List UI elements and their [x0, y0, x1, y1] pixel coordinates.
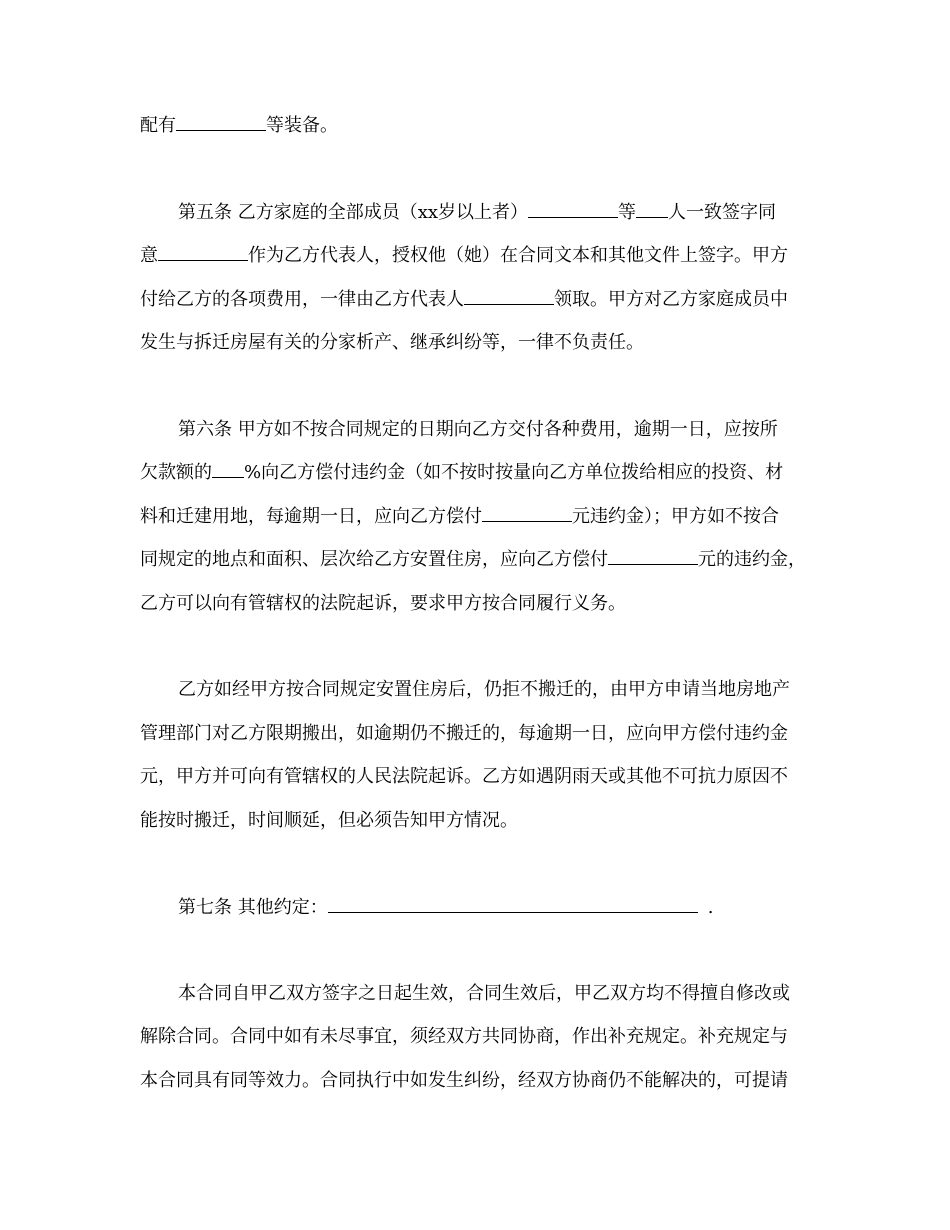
- fill-blank-members: [528, 200, 618, 218]
- article-5-line-4: 发生与拆迁房屋有关的分家析产、继承纠纷等，一律不负责任。: [140, 332, 644, 353]
- text-segment: 第七条 其他约定：: [178, 897, 328, 918]
- text-segment: 付给乙方的各项费用，一律由乙方代表人: [140, 289, 464, 310]
- fill-blank-count: [636, 200, 668, 218]
- text-segment: 人一致签字同: [668, 202, 777, 223]
- fill-blank-penalty-daily: [482, 504, 572, 522]
- text-segment: 等装备。: [266, 115, 338, 136]
- article-6-line-5: 乙方可以向有管辖权的法院起诉，要求甲方按合同履行义务。: [140, 593, 626, 614]
- text-segment: 料和迁建用地，每逾期一日，应向乙方偿付: [140, 506, 482, 527]
- fill-blank-other-terms: [328, 895, 698, 913]
- article-5-line-1: [178, 200, 820, 226]
- text-segment: 同规定的地点和面积、层次给乙方安置住房，应向乙方偿付: [140, 549, 608, 570]
- fill-blank-percent: [212, 460, 244, 478]
- text-segment: 等: [618, 202, 637, 223]
- paragraph-effective-line-1: 本合同自甲乙双方签字之日起生效，合同生效后，甲乙双方均不得擅自修改或: [178, 983, 790, 1004]
- article-6-line-3: [140, 504, 820, 530]
- text-segment: %向乙方偿付违约金（如不按时按量向乙方单位拨给相应的投资、材: [244, 462, 784, 483]
- paragraph-relocation-line-2: 管理部门对乙方限期搬出，如逾期仍不搬迁的，每逾期一日，应向甲方偿付违约金: [140, 723, 788, 744]
- text-segment: 作为乙方代表人，授权他（她）在合同文本和其他文件上签字。甲方: [248, 245, 788, 266]
- paragraph-relocation-line-1: 乙方如经甲方按合同规定安置住房后，仍拒不搬迁的，由甲方申请当地房地产: [178, 679, 790, 700]
- paragraph-effective-line-2: 解除合同。合同中如有未尽事宜，须经双方共同协商，作出补充规定。补充规定与: [140, 1026, 788, 1047]
- fill-blank-representative-2: [464, 287, 554, 305]
- text-segment: 欠款额的: [140, 462, 212, 483]
- text-segment: 配有: [140, 115, 176, 136]
- text-segment: 元违约金）；甲方如不按合: [572, 506, 779, 527]
- article-6-line-2: [140, 460, 820, 486]
- text-segment: .: [707, 897, 714, 918]
- article-4-line-1: [140, 113, 820, 139]
- paragraph-relocation-line-4: 能按时搬迁，时间顺延，但必须告知甲方情况。: [140, 810, 518, 831]
- text-segment: 领取。甲方对乙方家庭成员中: [554, 289, 788, 310]
- fill-blank-penalty: [608, 547, 698, 565]
- paragraph-relocation-line-3: 元，甲方并可向有管辖权的人民法院起诉。乙方如遇阴雨天或其他不可抗力原因不: [140, 766, 788, 787]
- article-6-line-4: [140, 547, 820, 573]
- text-segment: 意: [140, 245, 158, 266]
- fill-blank-equipment: [176, 113, 266, 131]
- fill-blank-representative: [158, 243, 248, 261]
- article-5-line-3: [140, 287, 820, 313]
- article-7-line-1: [178, 895, 820, 921]
- article-6-line-1: 第六条 甲方如不按合同规定的日期向乙方交付各种费用，逾期一日，应按所: [178, 419, 778, 440]
- paragraph-effective-line-3: 本合同具有同等效力。合同执行中如发生纠纷，经双方协商仍不能解决的，可提请: [140, 1070, 788, 1091]
- article-5-line-2: [140, 243, 820, 269]
- text-segment: 第五条 乙方家庭的全部成员（xx岁以上者）: [178, 202, 529, 223]
- text-segment: 元的违约金，: [698, 549, 806, 570]
